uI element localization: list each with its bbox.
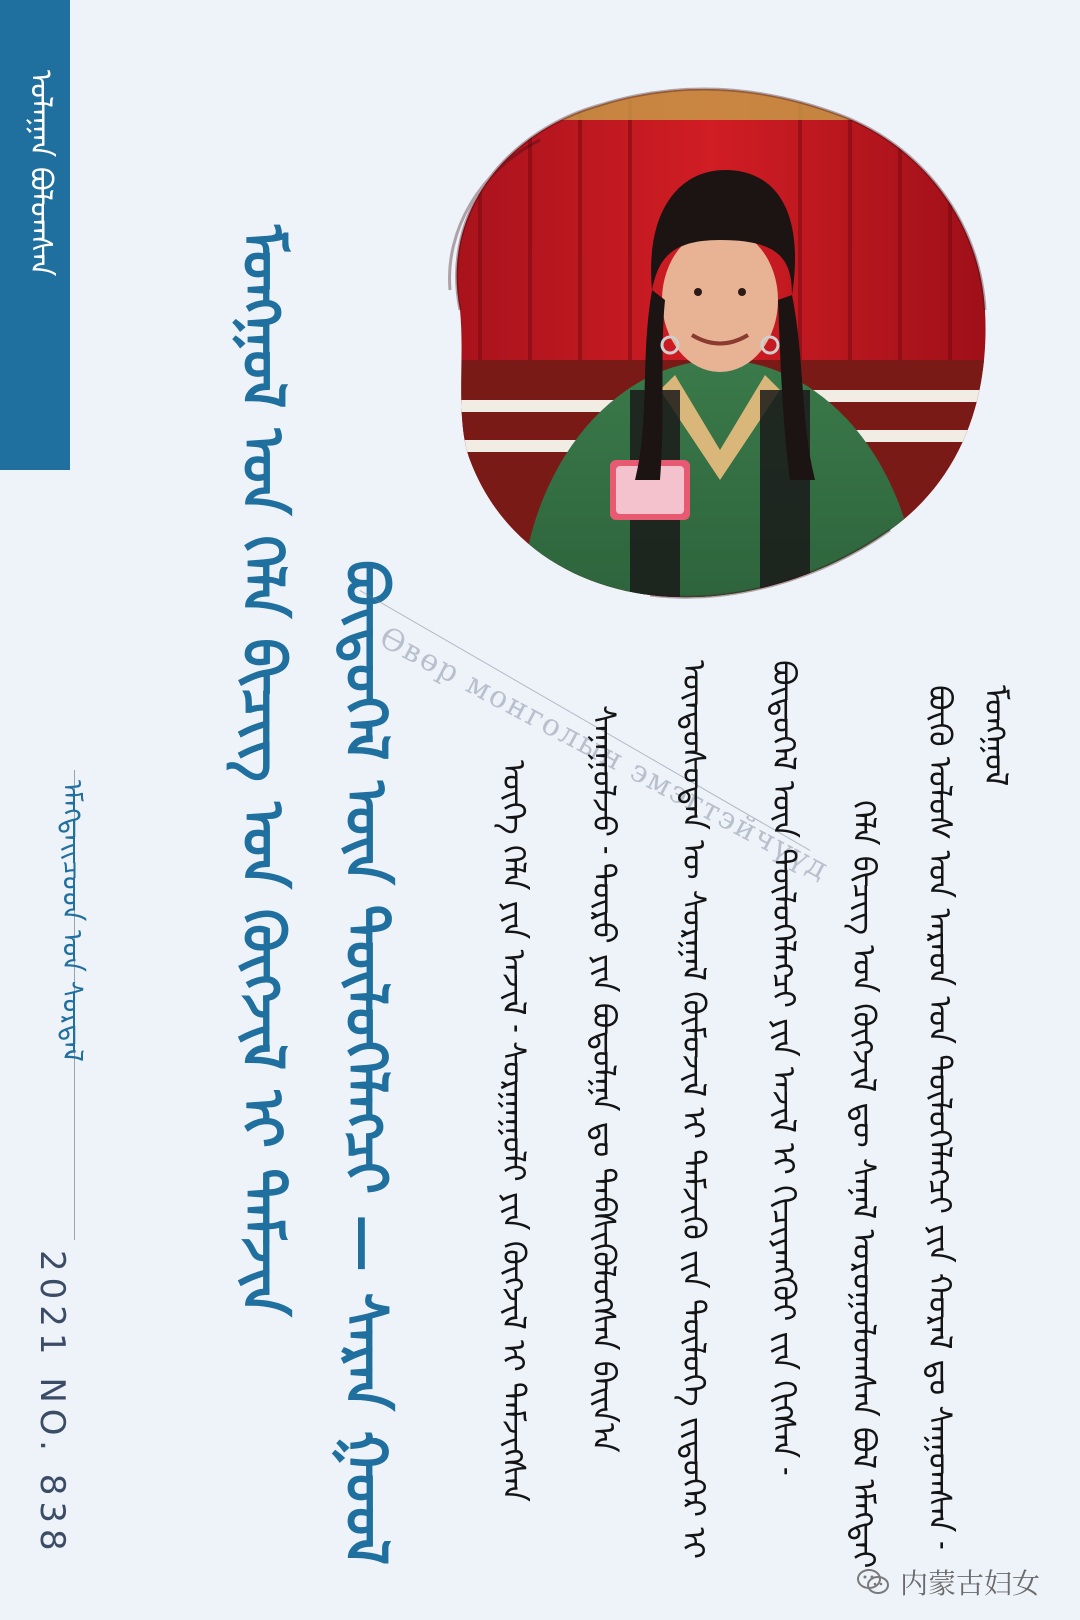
issue-number: 2021 NO. 838 [32,1250,72,1557]
wechat-icon [856,1568,890,1596]
title-line-2: ᠪᠦᠲᠦᠭᠡᠯ ᠦᠨ ᠲᠥᠯᠥᠭᠡᠯᠡᠭᠴᠢ — ᠰᠠᠷᠠᠨ ᠭᠤᠤᠯ [332,560,400,1566]
wechat-account-name: 内蒙古妇女 [900,1567,1041,1600]
body-column-2: ᠬᠡᠯᠡ ᠪᠢᠴᠢᠭ ᠤᠨ ᠬᠥᠭᠵᠢᠯ ᠳᠦ ᠰᠠᠨᠠᠯ ᠣᠷᠣᠭᠤᠯᠤᠭᠰᠠᠨ ᠪᠣᠯ ᠡᠮᠡᠭᠲᠡᠢ [845,800,883,1569]
body-column-1: ᠪᠦᠬᠦ ᠤᠯᠤᠰ ᠤᠨ ᠠᠷᠠᠳ ᠤᠨ ᠲᠥᠯᠥᠭᠡᠯᠡᠭᠴᠢ ᠶᠢᠨ ᠬᠤᠷᠠᠯ ᠳᠤ ᠰᠠᠭᠤᠭᠰᠠᠨ ᠊ ᠮᠣᠩᠭᠣᠯ [921,685,1015,1548]
portrait-photo [420,60,1000,620]
body-column-5: ᠰᠠᠨᠠᠭᠤᠯᠵᠤ ᠊ ᠲᠥᠷᠥ ᠶᠢᠨ ᠪᠤᠳᠤᠯᠭᠠ ᠳᠤ ᠳᠡᠪᠰᠢᠭᠦᠯᠦᠭᠰᠡᠨ ᠪᠠᠢᠨ᠎ᠠ [585,705,623,1453]
wechat-account [856,1562,1040,1602]
banner-text: ᠤᠯᠠᠭᠠᠨ ᠪᠣᠯᠣᠭᠰᠠᠨ [23,70,58,277]
title-line-1: ᠮᠣᠩᠭᠣᠯ ᠤᠨ ᠬᠡᠯᠡ ᠪᠢᠴᠢᠭ ᠤᠨ ᠬᠥᠭᠵᠢᠯ ᠢ ᠳᠡᠮᠵᠢᠨ [229,225,297,1317]
body-column-4: ᠦᠨᠳᠦᠰᠦᠲᠡᠨ ᠦ ᠰᠤᠷᠭᠠᠯ ᠬᠥᠮᠦᠵᠢᠯ ᠢ ᠳᠡᠮᠵᠢᠬᠦ ᠵᠢᠨ ᠲᠥᠯᠥᠭᠡ ᠵᠢᠲᠦᠭᠡᠷ ᠢ [675,660,713,1560]
issue-label: ᠡᠮᠡᠭᠲᠡᠢᠴᠦᠳ ᠤᠨ ᠰᠤᠷᠲᠠᠯ [56,780,89,1062]
body-column-6: ᠦᠭᠡ ᠬᠡᠯᠡ ᠶᠢᠨ ᠠᠵᠢᠯ ᠊ ᠰᠤᠷᠭᠠᠭᠤᠯᠢ ᠶᠢᠨ ᠬᠥᠭᠵᠢᠯ ᠢ ᠳᠡᠮᠵᠢᠭᠰᠡᠨ [495,760,533,1502]
side-banner [0,0,70,470]
body-column-3: ᠪᠦᠲᠦᠭᠡᠯ ᠦᠨ ᠲᠥᠯᠥᠭᠡᠯᠡᠭᠴᠢ ᠶᠢᠨ ᠠᠵᠢᠯ ᠢ ᠬᠢᠴᠢᠶᠡᠩᠭᠦᠢ ᠵᠢᠨ ᠬᠢᠭᠰᠡᠨ ᠊ [765,660,803,1474]
watermark-text: Өвөр монголын эмэгтэйчүүд [373,620,836,888]
